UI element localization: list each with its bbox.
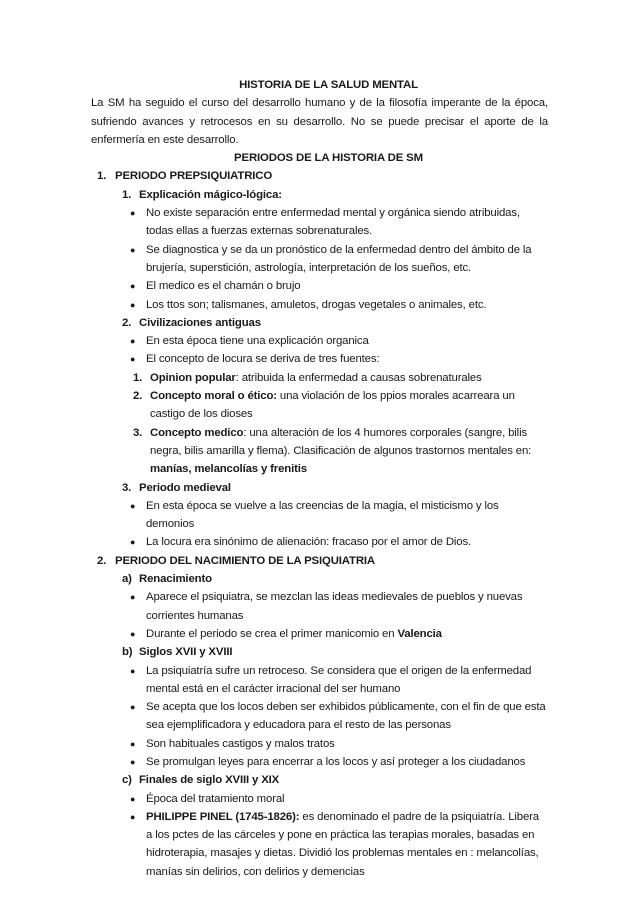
bullet-text: El concepto de locura se deriva de tres fuentes: [146, 353, 380, 366]
bullet-text: El medico es el chamán o brujo [146, 280, 301, 293]
bullet-text: La locura era sinónimo de alienación: fracaso por el amor de Dios. [146, 536, 472, 549]
source-text: Concepto moral o ético: una violación de los ppios morales acarreara un castigo de los dioses [150, 390, 515, 421]
bullet-item [91, 204, 548, 241]
bullet-icon: ● [130, 738, 136, 749]
bullet-icon: ● [130, 702, 136, 713]
period-heading [91, 167, 548, 185]
section-subtitle: PERIODOS DE LA HISTORIA DE SM [234, 152, 423, 165]
source-item [91, 424, 548, 479]
source-text: Opinion popular: atribuida la enfermedad a causas sobrenaturales [150, 371, 482, 384]
bullet-text: Durante el periodo se crea el primer manicomio en Valencia [146, 627, 442, 640]
bullet-item [91, 588, 548, 625]
section-heading [91, 314, 548, 332]
document-title: HISTORIA DE LA SALUD MENTAL [239, 79, 418, 91]
periods-outline [91, 167, 548, 881]
source-bold-tail: manías, melancolías y frenitis [150, 463, 307, 476]
bullet-text: Se diagnostica y se da un pronóstico de la enfermedad dentro del ámbito de la brujería, superstición, astrología, interpretación de los sueños, etc. [146, 243, 532, 274]
bullet-item [91, 350, 548, 368]
intro-paragraph: La SM ha seguido el curso del desarrollo humano y de la filosofía imperante de la época, sufriendo avances y retrocesos en su desarrollo. No se puede precisar el aporte de la enfermería en este desarrollo. [91, 97, 548, 146]
bullet-icon: ● [130, 336, 136, 347]
bullet-text: PHILIPPE PINEL (1745-1826): es denominado el padre de la psiquiatría. Libera a los pctes de las cárceles y pone en práctica las terapias morales, basadas en hidroterapia, masajes y dietas. Dividió los problemas mentales en : melancolías, manías sin delirios, con delirios y demencias [146, 810, 539, 878]
source-bold-label: Concepto medico [150, 426, 244, 439]
bullet-text: La psiquiatría sufre un retroceso. Se considera que el origen de la enfermedad mental está en el carácter irracional del ser humano [146, 664, 532, 695]
bullet-icon: ● [130, 299, 136, 310]
section-title: Civilizaciones antiguas [139, 316, 261, 329]
bullet-item [91, 662, 548, 699]
bullet-item [91, 753, 548, 771]
section-title: Explicación mágico-lógica: [139, 188, 282, 201]
bullet-icon: ● [130, 281, 136, 292]
bullet-icon: ● [130, 592, 136, 603]
bullet-item [91, 808, 548, 881]
bullet-icon: ● [130, 500, 136, 511]
period-title: PERIODO PREPSIQUIATRICO [115, 170, 273, 183]
bullet-item [91, 241, 548, 278]
bullet-item [91, 735, 548, 753]
section-title: Periodo medieval [139, 481, 231, 494]
period-title: PERIODO DEL NACIMIENTO DE LA PSIQUIATRIA [115, 554, 376, 567]
section-title: Finales de siglo XVIII y XIX [139, 774, 280, 787]
section-number: 1. [122, 188, 132, 201]
bullet-text: Se acepta que los locos deben ser exhibidos públicamente, con el fin de que esta sea ejemplificadora y educadora para el resto de las personas [146, 701, 546, 732]
source-number: 2. [133, 390, 143, 403]
period-number: 2. [97, 554, 107, 567]
period-heading [91, 552, 548, 570]
bullet-icon: ● [130, 628, 136, 639]
bullet-text: Se promulgan leyes para encerrar a los locos y así proteger a los ciudadanos [146, 755, 526, 768]
bullet-item [91, 332, 548, 350]
bullet-icon: ● [130, 793, 136, 804]
bullet-icon: ● [130, 811, 136, 822]
bullet-item [91, 698, 548, 735]
source-number: 1. [133, 371, 143, 384]
source-item [91, 369, 548, 387]
document-content [91, 76, 548, 881]
bullet-icon: ● [130, 756, 136, 767]
bullet-icon: ● [130, 208, 136, 219]
section-number: b) [122, 646, 133, 659]
bullet-text: No existe separación entre enfermedad mental y orgánica siendo atribuidas, todas ellas a fuerzas externas sobrenaturales. [146, 207, 520, 238]
bullet-item [91, 497, 548, 534]
bullet-item [91, 296, 548, 314]
bullet-icon: ● [130, 354, 136, 365]
section-number: 3. [122, 481, 132, 494]
section-heading [91, 771, 548, 789]
bullet-text: Son habituales castigos y malos tratos [146, 737, 335, 750]
section-heading [91, 643, 548, 661]
section-title: Renacimiento [139, 573, 212, 586]
bullet-text: Los ttos son; talismanes, amuletos, drogas vegetales o animales, etc. [146, 298, 487, 311]
bullet-item [91, 277, 548, 295]
bullet-icon: ● [130, 665, 136, 676]
section-heading [91, 186, 548, 204]
bullet-text: Época del tratamiento moral [146, 792, 285, 805]
section-title: Siglos XVII y XVIII [139, 646, 233, 659]
section-heading [91, 479, 548, 497]
source-text: Concepto medico: una alteración de los 4 humores corporales (sangre, bilis negra, bilis amarilla y flema). Clasificación de algunos trastornos mentales en: manías, melancolías y frenitis [150, 426, 532, 476]
bullet-item [91, 533, 548, 551]
section-number: c) [122, 774, 132, 787]
bullet-icon: ● [130, 244, 136, 255]
bullet-text: Aparece el psiquiatra, se mezclan las ideas medievales de pueblos y nuevas corrientes humanas [146, 591, 523, 622]
bullet-icon: ● [130, 537, 136, 548]
section-heading [91, 570, 548, 588]
source-item [91, 387, 548, 424]
source-bold-label: Concepto moral o ético: [150, 390, 277, 403]
section-number: a) [122, 573, 132, 586]
bullet-text: En esta época se vuelve a las creencias de la magia, el misticismo y los demonios [146, 499, 499, 531]
source-number: 3. [133, 426, 143, 439]
bullet-item [91, 625, 548, 643]
bullet-bold-text: PHILIPPE PINEL (1745-1826): [146, 810, 300, 823]
source-bold-label: Opinion popular [150, 371, 236, 384]
section-number: 2. [122, 316, 132, 329]
bullet-bold-text: Valencia [397, 627, 442, 640]
bullet-item [91, 790, 548, 808]
bullet-text: En esta época tiene una explicación organica [146, 335, 369, 348]
period-number: 1. [97, 170, 107, 183]
